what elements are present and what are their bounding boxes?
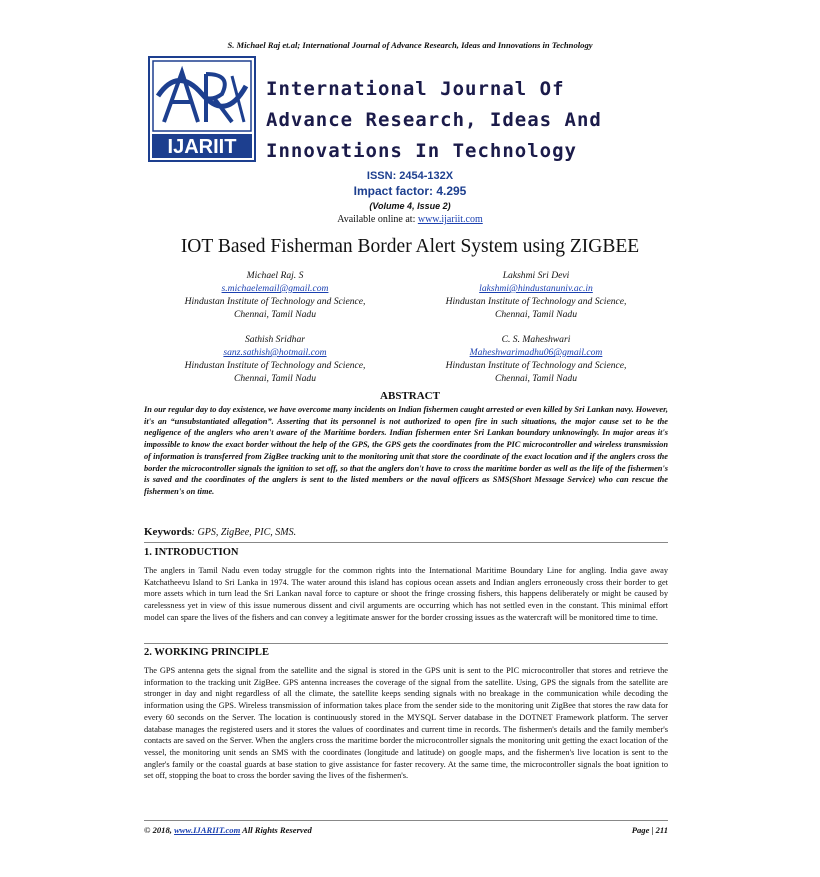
author-email[interactable]: lakshmi@hindustanuniv.ac.in [479, 283, 593, 294]
page-number: Page | 211 [631, 825, 668, 835]
divider [144, 542, 668, 543]
author-block [406, 269, 666, 321]
journal-title-line: International Journal Of [266, 78, 565, 100]
author-block [145, 333, 405, 385]
author-name: C. S. Maheshwari [501, 334, 571, 345]
author-affiliation: Hindustan Institute of Technology and Science, [445, 296, 627, 307]
section-heading: 2. WORKING PRINCIPLE [144, 647, 269, 658]
issn: ISSN: 2454-132X [366, 170, 454, 182]
impact-factor: Impact factor: 4.295 [353, 184, 467, 198]
journal-logo [148, 56, 256, 162]
keywords-label: Keywords [144, 526, 192, 538]
author-location: Chennai, Tamil Nadu [233, 373, 316, 384]
section-heading: 1. INTRODUCTION [144, 547, 239, 558]
page-footer [144, 825, 668, 835]
divider [144, 820, 668, 821]
volume-issue: (Volume 4, Issue 2) [369, 201, 451, 211]
author-name: Lakshmi Sri Devi [502, 270, 570, 281]
abstract-text: In our regular day to day existence, we have overcome many incidents on Indian fishermen caught arrested or even killed by Sri Lankan navy. However, it's an “unsubstantiated allegation”. Asserting that its personnel is not authorized to open fire in such situations, the major cause set to be the negligence of the anglers who aren't aware of the Maritime borders. Indian fishermen enter Sri Lankan boundary unknowingly. In major areas it's impossible to know the exact border without the help of the GPS, the GPS gets the coordinates from the PIC microcontroller and wireless transmission of information is transferred from ZigBee tracking unit to the monitoring unit that store the coordinate of the exact location and if the anglers cross the border the microcontroller signals the ignition to set off, so that the anglers don't have to cross the maritime border as well as the life of the fishermen's is saved and the coordinates of the anglers is sent to the listed members or the naval officers as SMS(Short Message Service) who can rescue the fishermen's on time. [144, 405, 668, 496]
author-affiliation: Hindustan Institute of Technology and Science, [184, 360, 366, 371]
footer-copyright: © 2018, [144, 825, 175, 835]
divider [144, 643, 668, 644]
journal-title-line: Innovations In Technology [266, 140, 577, 162]
author-location: Chennai, Tamil Nadu [494, 373, 577, 384]
author-email[interactable]: s.michaelemail@gmail.com [221, 283, 329, 294]
running-header: S. Michael Raj et.al; International Journal of Advance Research, Ideas and Innovations in Technology [227, 40, 593, 50]
journal-link[interactable]: www.ijariit.com [417, 214, 483, 225]
availability [0, 214, 820, 225]
keywords-list: : GPS, ZigBee, PIC, SMS. [191, 527, 297, 538]
author-name: Michael Raj. S [246, 270, 304, 281]
journal-title-line: Advance Research, Ideas And [266, 109, 602, 131]
author-email[interactable]: sanz.sathish@hotmail.com [223, 347, 327, 358]
logo-text: IJARIIT [167, 136, 237, 158]
section-body: The anglers in Tamil Nadu even today struggle for the common rights into the International Maritime Boundary Line for angling. India gave away Katchatheevu Island to Sri Lanka in 1974. The water around this island has copious ocean assets and Indian anglers erroneously cross their border to get more assets which in turn lead the Sri Lankan naval force to capture or shoot the fringe crossing fishers, this happens deliberately or might be caused by carelessness yet in view of this issue numerous dissent and civil arguments are occurring which has not settled even in the constant. This minimal effort model can spare the lives of the fishers and can convey a legitimate answer for the border crossing issues as the watercraft will be monitored time to time. [144, 566, 668, 622]
abstract-heading: ABSTRACT [380, 390, 440, 402]
author-block [406, 333, 666, 385]
availability-label: Available online at: [337, 214, 418, 225]
footer-rights: All Rights Reserved [240, 825, 312, 835]
paper-title: IOT Based Fisherman Border Alert System using ZIGBEE [180, 236, 640, 257]
section-body: The GPS antenna gets the signal from the satellite and the signal is stored in the GPS unit is sent to the PIC microcontroller that stores and retrieve the information to the tracking unit ZigBee. GPS antenna increases the coverage of the signal from the satellite. Using, GPS the signals from the satellite are stronger in day and night regardless of all the climate, the satellite keeps sending signals with no breakage in the communication while decoding the information using the GPS. Wireless transmission of information takes place from the sender side to the monitoring unit ZigBee that stores the raw data for every 60 seconds on the Server. The location is continuously stored in the MYSQL Server database in the DOTNET Framework platform. The server database manages the registered users and it stores the values of coordinates and current time in records. The fishermen's details and the family member's contacts are saved on the Server. When the anglers cross the maritime border the microcontroller signals the monitoring unit getting the exact location of the vessel, the monitoring unit sends an SMS with the coordinates (longitude and latitude) on google maps, and the fishermen's live location is sent to the angler's family or the coastal guards at base station to give assistance for faster recovery. At the same time, the microcontroller signals the boat ignition to set off, stopping the boat to cross the border saving the lives of the fishermen's. [144, 666, 668, 781]
author-affiliation: Hindustan Institute of Technology and Science, [445, 360, 627, 371]
author-block [145, 269, 405, 321]
footer-link[interactable]: www.IJARIIT.com [174, 825, 241, 835]
keywords [144, 526, 296, 538]
author-name: Sathish Sridhar [245, 334, 305, 345]
journal-title [266, 74, 602, 167]
author-affiliation: Hindustan Institute of Technology and Science, [184, 296, 366, 307]
author-location: Chennai, Tamil Nadu [494, 309, 577, 320]
author-email[interactable]: Maheshwarimadhu06@gmail.com [469, 347, 603, 358]
author-location: Chennai, Tamil Nadu [233, 309, 316, 320]
